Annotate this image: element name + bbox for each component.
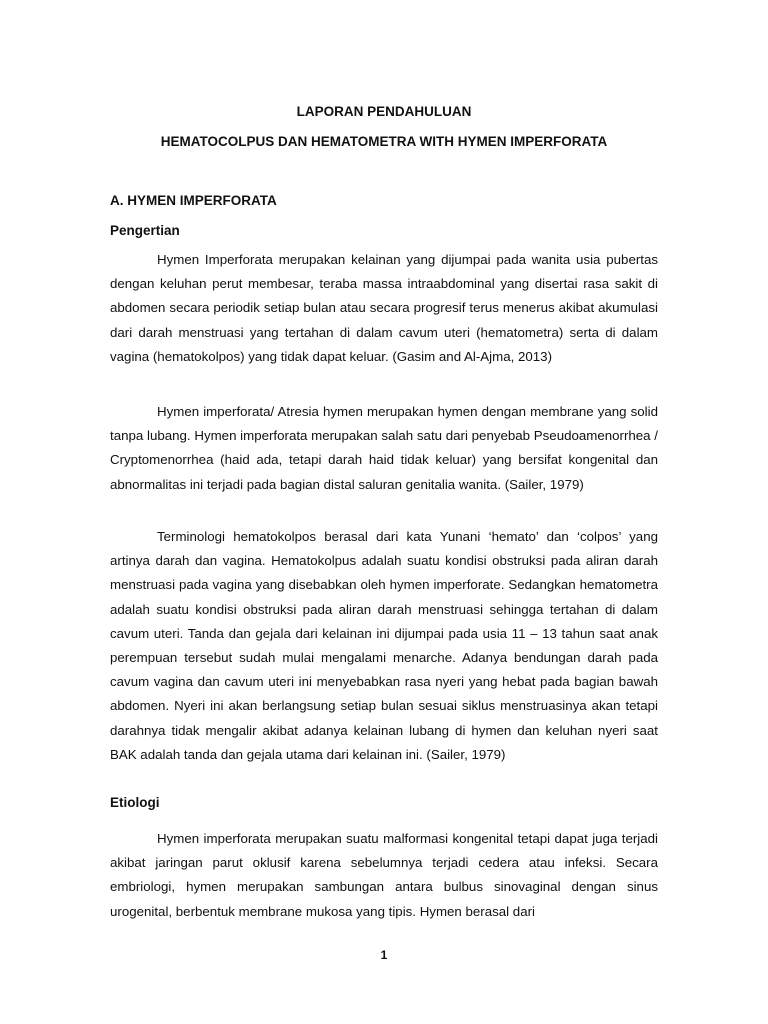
section-heading-hymen-imperforata: A. HYMEN IMPERFORATA (110, 193, 277, 208)
report-title: LAPORAN PENDAHULUAN (296, 104, 472, 119)
report-subtitle: HEMATOCOLPUS DAN HEMATOMETRA WITH HYMEN IMPERFORATA (160, 134, 608, 149)
paragraph-pengertian-2: Hymen imperforata/ Atresia hymen merupakan hymen dengan membrane yang solid tanpa lubang. Hymen imperforata merupakan salah satu dari penyebab Pseudoamenorrhea / Cryptomenorrhea (haid ada, tetapi darah haid tidak keluar) yang bersifat kongenital dan abnormalitas ini terjadi pada bagian distal saluran genitalia wanita. (Sailer, 1979) (110, 404, 658, 492)
paragraph-pengertian-3: Terminologi hematokolpos berasal dari kata Yunani ‘hemato’ dan ‘colpos’ yang artinya darah dan vagina. Hematokolpus adalah suatu kondisi obstruksi pada aliran darah menstruasi pada vagina yang disebabkan oleh hymen imperforate. Sedangkan hematometra adalah suatu kondisi obstruksi pada aliran darah menstruasi sehingga tertahan di dalam cavum uteri. Tanda dan gejala dari kelainan ini dijumpai pada usia 11 – 13 tahun saat anak perempuan tersebut sudah mulai mengalami menarche. Adanya bendungan darah pada cavum vagina dan cavum uteri ini menyebabkan rasa nyeri yang hebat pada bagian bawah abdomen. Nyeri ini akan berlangsung setiap bulan sesuai siklus menstruasinya akan tetapi darahnya tidak mengalir akibat adanya kelainan lubang di hymen dan keluhan nyeri saat BAK adalah tanda dan gejala utama dari kelainan ini. (Sailer, 1979) (110, 529, 658, 762)
paragraph-pengertian-1: Hymen Imperforata merupakan kelainan yang dijumpai pada wanita usia pubertas dengan keluhan perut membesar, teraba massa intraabdominal yang disertai rasa sakit di abdomen secara periodik setiap bulan atau secara progresif terus menerus akibat akumulasi dari darah menstruasi yang tertahan di dalam cavum uteri (hematometra) serta di dalam vagina (hematokolpos) yang tidak dapat keluar. (Gasim and Al-Ajma, 2013) (110, 252, 658, 364)
paragraph-etiologi: Hymen imperforata merupakan suatu malformasi kongenital tetapi dapat juga terjadi akibat jaringan parut oklusif karena sebelumnya terjadi cedera atau infeksi. Secara embriologi, hymen merupakan sambungan antara bulbus sinovaginal dengan sinus urogenital, berbentuk membrane mukosa yang tipis. Hymen berasal dari (110, 831, 658, 919)
subheading-pengertian: Pengertian (110, 223, 180, 238)
page-number: 1 (380, 948, 388, 962)
subheading-etiologi: Etiologi (110, 795, 160, 810)
